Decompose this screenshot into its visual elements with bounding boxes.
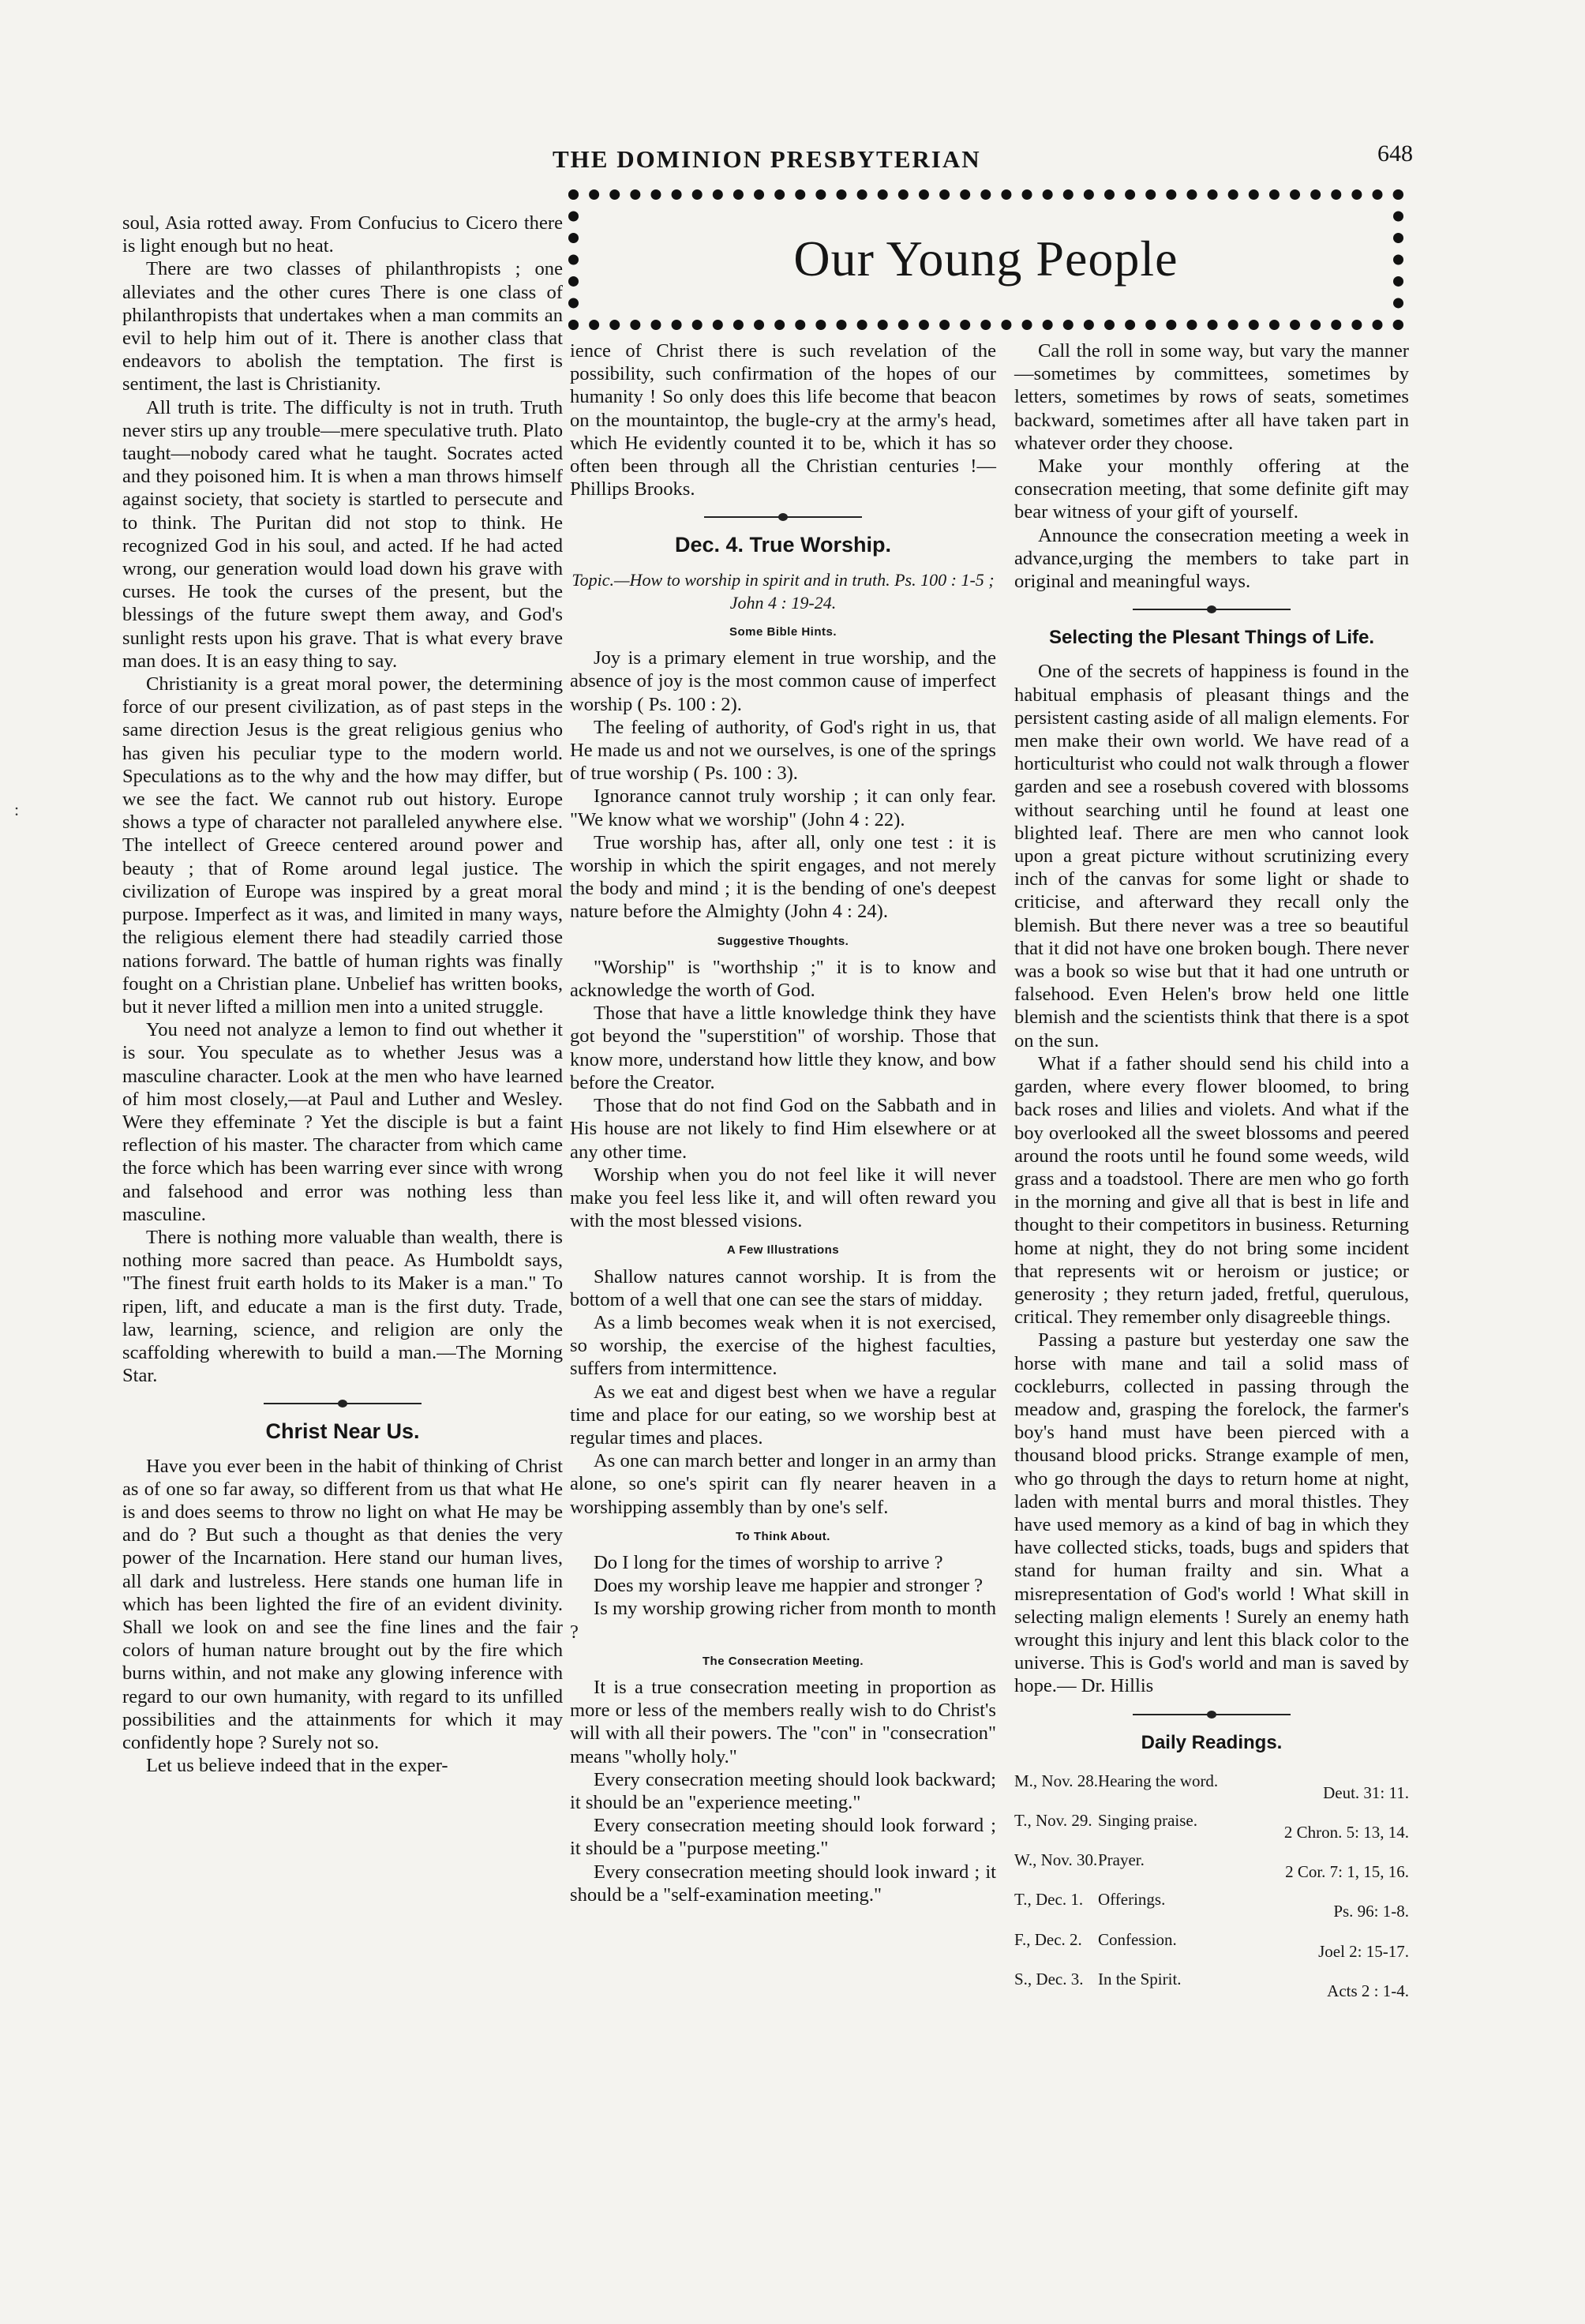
reading-reference: Joel 2: 15-17. [1318, 1941, 1409, 1961]
paragraph: Does my worship leave me happier and stronger ? [594, 1575, 984, 1597]
section-banner [568, 189, 1403, 330]
reading-subject: Hearing the word. [1097, 1771, 1219, 1790]
reading-reference: 2 Chron. 5: 13, 14. [1283, 1822, 1409, 1842]
article-heading: Dec. 4. True Worship. [674, 533, 892, 557]
paragraph: It is a true consecration meeting in proportion as more or less of the members really wish to do Christ's will with all their powers. The "con" in "consecration" means "wholly holy." [570, 1676, 996, 1767]
subheading: A Few Illustrations [726, 1243, 840, 1258]
paragraph: All truth is trite. The difficulty is not in truth. Truth never stirs up any trouble—mere speculative truth. Plato taught—nobody cared what he taught. Socrates acted and they poisoned him. It is when a man throws himself against society, that society is startled to persecute and to think. The Puritan did not stop to think. He recognized God in his soul, and acted. If he had acted wrong, our generation would load down his grave with curses. He took the curses of the present, but the blessings of the future swept them away, and God's sunlight rests upon his grave. That is what every brave man does. It is an easy thing to say. [122, 396, 563, 672]
paragraph: You need not analyze a lemon to find out whether it is sour. You speculate as to whether Jesus was a masculine character. Look at the men who have learned of him most closely,—at Paul and Luther and Wesley. Were they effeminate ? Yet the disciple is but a faint reflection of his master. The character from which came the force which has been warring ever since with wrong and falsehood and error was nothing less than masculine. [122, 1019, 563, 1225]
paragraph: Every consecration meeting should look forward ; it should be a "purpose meeting." [570, 1815, 996, 1860]
paragraph: Every consecration meeting should look inward ; it should be a "self-examination meeting." [570, 1861, 996, 1906]
page-number: 648 [1377, 141, 1413, 167]
table-row [1014, 1924, 1409, 1963]
paragraph: What if a father should send his child into a garden, where every flower bloomed, to bring back roses and lilies and violets. And what if the boy overlooked all the sweet blossoms and peered around the roots until he found some weeds, wild grass and a toadstool. There are men who go forth in the morning and give all that is best in life and thought to their competitors in business. Returning home at night, they do not bring some incident that represents wit or heroism or justice; or generosity ; they return jaded, fretful, querulous, critical. They remember only disagreeble things. [1014, 1052, 1409, 1329]
reading-reference: 2 Cor. 7: 1, 15, 16. [1285, 1862, 1409, 1882]
paragraph: ience of Christ there is such revelation of the possibility, such confirmation of the hopes of our humanity ! So only does this life become that beacon on the mountaintop, the bugle-cry at the army's head, which He evidently counted it to be, which it has so often been through all the Christian centuries !—Phillips Brooks. [570, 340, 996, 500]
reading-day: W., Nov. 30. [1014, 1850, 1098, 1870]
paragraph: Have you ever been in the habit of thinking of Christ as of one so far away, so different from us that what He is and does seems to throw no light on what He may be and do ? But such a thought as that denies the very power of the Incarnation. Here stand our human lives, all dark and lustreless. Here stands one human life in which has been lighted the fire of an evident divinity. Shall we look on and see the fine lines and the fair colors of human nature brought out by the fire which burns within, and not make any glowing inference with regard to our own humanity, with regard to its unfilled possibilities and the attainments for which it may confidently hope ? Surely not so. [122, 1455, 563, 1753]
section-divider [264, 1400, 422, 1408]
article-heading: Christ Near Us. [265, 1419, 420, 1444]
paragraph: Let us believe indeed that in the exper- [146, 1755, 448, 1777]
paragraph: Every consecration meeting should look backward; it should be an "experience meeting." [570, 1768, 996, 1813]
reading-reference: Ps. 96: 1-8. [1333, 1902, 1409, 1921]
column-1 [122, 212, 563, 1777]
paragraph: "Worship" is "worthship ;" it is to know and acknowledge the worth of God. [570, 956, 996, 1002]
paragraph: Make your monthly offering at the consecration meeting, that some definite gift may bear witness of your gift of yourself. [1014, 455, 1409, 523]
paragraph: The feeling of authority, of God's right in us, that He made us and not we ourselves, is one of the springs of true worship ( Ps. 100 : 3). [570, 716, 996, 785]
table-row [1014, 1884, 1409, 1923]
paragraph: As a limb becomes weak when it is not exercised, so worship, the exercise of the highest faculties, suffers from intermittence. [570, 1311, 996, 1380]
section-divider [704, 513, 862, 521]
subheading: Some Bible Hints. [729, 625, 837, 639]
reading-subject: Singing praise. [1097, 1810, 1197, 1830]
table-row [1014, 1765, 1409, 1805]
paragraph: As one can march better and longer in an army than alone, so one's spirit can fly nearer heaven in a worshipping assembly than by one's self. [570, 1450, 996, 1518]
paragraph: Passing a pasture but yesterday one saw the horse with mane and tail a solid mass of cockleburrs, collected in passing through the meadow and, grasping the forelock, the farmer's boy's hand must have been pierced with a thousand blood pricks. Strange example of men, who go through the days to return home at night, laden with mental burrs and moral thistles. They have used memory as a kind of bag in which they have collected sticks, toads, bugs and spiders that stand for human frailty and sin. What a misrepresentation of God's world ! What skill in selecting malign elements ! Surely an enemy hath wrought this injury and lent this black color to the universe. This is God's world and man is saved by hope.— Dr. Hillis [1014, 1329, 1409, 1697]
paragraph: Announce the consecration meeting a week in advance,urging the members to take part in original and meaningful ways. [1014, 524, 1409, 593]
paragraph: As we eat and digest best when we have a regular time and place for our eating, so we worship best at regular times and places. [570, 1381, 996, 1449]
margin-mark: : [14, 800, 20, 819]
daily-readings-table [1014, 1765, 1409, 2003]
paragraph: Call the roll in some way, but vary the manner—sometimes by committees, sometimes by letters, sometimes by rows of seats, sometimes backward, sometimes after all have taken part in whatever order they choose. [1014, 340, 1409, 454]
reading-reference: Deut. 31: 11. [1323, 1782, 1409, 1802]
reading-subject: Confession. [1097, 1929, 1177, 1949]
running-title: THE DOMINION PRESBYTERIAN [553, 145, 981, 173]
paragraph: Those that have a little knowledge think they have got beyond the "superstition" of worship. Those that know more, understand how little they know, and bow before the Creator. [570, 1003, 996, 1093]
paragraph: Those that do not find God on the Sabbath and in His house are not likely to find Him elsewhere or at any other time. [570, 1095, 996, 1163]
reading-subject: Offerings. [1097, 1890, 1166, 1910]
reading-day: T., Nov. 29. [1014, 1810, 1092, 1830]
paragraph: Is my worship growing richer from month to month ? [570, 1598, 996, 1643]
section-divider [1133, 605, 1291, 613]
paragraph: There are two classes of philanthropists ; one alleviates and the other cures There is one class of philanthropists that undertakes when a man commits an evil to help him out of it. There is another class that endeavors to abolish the temptation. The first is sentiment, the last is Christianity. [122, 258, 563, 395]
paragraph: True worship has, after all, only one test : it is worship in which the spirit engages, and not merely the body and mind ; it is the bending of one's deepest nature before the Almighty (John 4 : 24). [570, 831, 996, 923]
reading-day: M., Nov. 28. [1014, 1771, 1098, 1790]
reading-day: S., Dec. 3. [1014, 1969, 1084, 1989]
paragraph: One of the secrets of happiness is found in the habitual emphasis of pleasant things and the persistent casting aside of all malign elements. For men make their own world. We have read of a horticulturist who could not walk through a flower garden and see a rosebush covered with blossoms without searching until he found at least one blighted leaf. There are men who cannot look upon a great picture without scrutinizing every inch of the canvas for some light or shade to criticise, and afterward they recall only the blemish. But there never was a tree so beautiful that it did not have one broken bough. There never was a book so wise but that it had one untruth or falsehood. Even Helen's brow held one little blemish and the scientists think that there is a spot on the sun. [1014, 661, 1409, 1051]
reading-reference: Acts 2 : 1-4. [1327, 1981, 1409, 2000]
paragraph: Christianity is a great moral power, the determining force of our present civilization, as of past steps in the same direction Jesus is the great religious genius who has given his peculiar type to the modern world. Speculations as to the why and the how may differ, but we see the fact. We cannot rub out history. Europe shows a type of character not paralleled anywhere else. The intellect of Greece centered around power and beauty ; that of Rome around legal justice. The civilization of Europe was inspired by a great moral purpose. Imperfect as it was, and limited in many ways, the religious element there had steadily carried those nations forward. The battle of human rights was finally fought on a Christian plane. Unbelief has written books, but it never lifted a million men into a united struggle. [122, 673, 563, 1018]
reading-subject: In the Spirit. [1097, 1969, 1182, 1989]
paragraph: Joy is a primary element in true worship, and the absence of joy is the most common cause of imperfect worship ( Ps. 100 : 2). [570, 647, 996, 715]
article-heading: Daily Readings. [1141, 1731, 1283, 1753]
table-row [1014, 1963, 1409, 2003]
reading-day: F., Dec. 2. [1014, 1929, 1082, 1949]
paragraph: soul, Asia rotted away. From Confucius to Cicero there is light enough but no heat. [122, 212, 563, 257]
banner-title: Our Young People [793, 231, 1178, 287]
table-row [1014, 1805, 1409, 1844]
subheading: Suggestive Thoughts. [717, 934, 849, 948]
column-3 [1014, 339, 1409, 2003]
reading-subject: Prayer. [1097, 1850, 1145, 1870]
paragraph: Shallow natures cannot worship. It is from the bottom of a well that one can see the stars of midday. [570, 1265, 996, 1310]
subheading: To Think About. [736, 1529, 830, 1543]
paragraph: There is nothing more valuable than wealth, there is nothing more sacred than peace. As Humboldt says, "The finest fruit earth holds to its Maker is a man." To ripen, lift, and educate a man is the first duty. Trade, law, learning, science, and religion are only the scaffolding wherewith to build a man.—The Morning Star. [122, 1226, 563, 1387]
table-row [1014, 1844, 1409, 1884]
paragraph: Worship when you do not feel like it will never make you feel less like it, and will often reward you with the most blessed visions. [570, 1164, 996, 1232]
topic-line: Topic.—How to worship in spirit and in truth. Ps. 100 : 1-5 ; John 4 : 19-24. [571, 569, 995, 613]
reading-day: T., Dec. 1. [1014, 1890, 1084, 1910]
paragraph: Ignorance cannot truly worship ; it can only fear. "We know what we worship" (John 4 : 22). [570, 785, 996, 830]
column-2 [570, 339, 996, 1906]
subheading: The Consecration Meeting. [702, 1654, 864, 1668]
article-heading: Selecting the Plesant Things of Life. [1048, 627, 1375, 649]
section-divider [1133, 1711, 1291, 1719]
page-header [0, 141, 1585, 177]
paragraph: Do I long for the times of worship to arrive ? [594, 1551, 943, 1573]
